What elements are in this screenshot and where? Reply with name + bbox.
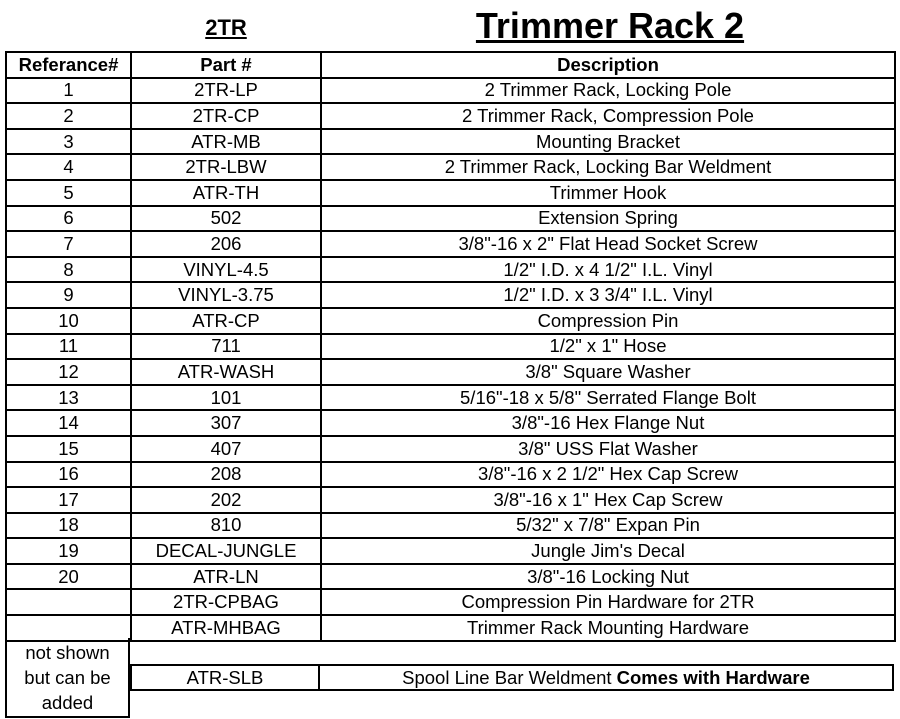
table-row — [7, 488, 896, 514]
description-cell: 1/2" I.D. x 4 1/2" I.L. Vinyl — [322, 258, 896, 284]
description-cell: 3/8" Square Washer — [322, 360, 896, 386]
table-row — [7, 360, 896, 386]
header-code: 2TR — [205, 15, 247, 40]
part-number-cell: VINYL-4.5 — [132, 258, 322, 284]
reference-cell: 6 — [7, 207, 132, 233]
table-row — [7, 565, 896, 591]
reference-cell: 13 — [7, 386, 132, 412]
optional-part-row — [130, 664, 894, 691]
part-number-cell: ATR-TH — [132, 181, 322, 207]
part-number-cell: VINYL-3.75 — [132, 283, 322, 309]
reference-cell: 8 — [7, 258, 132, 284]
optional-note-line: not shown — [25, 641, 110, 663]
description-cell: 3/8"-16 x 1" Hex Cap Screw — [322, 488, 896, 514]
optional-desc-bold: Comes with Hardware — [616, 666, 810, 688]
reference-cell: 17 — [7, 488, 132, 514]
part-number-cell: 810 — [132, 514, 322, 540]
reference-cell: 9 — [7, 283, 132, 309]
page-title: Trimmer Rack 2 — [475, 5, 745, 46]
description-cell: 3/8"-16 x 2 1/2" Hex Cap Screw — [322, 463, 896, 489]
optional-part-description — [320, 666, 894, 689]
part-number-cell: ATR-MHBAG — [132, 616, 322, 642]
part-number-cell: DECAL-JUNGLE — [132, 539, 322, 565]
description-cell: 1/2" I.D. x 3 3/4" I.L. Vinyl — [322, 283, 896, 309]
part-number-cell: 2TR-CPBAG — [132, 590, 322, 616]
table-row — [7, 309, 896, 335]
reference-cell: 15 — [7, 437, 132, 463]
description-cell: Jungle Jim's Decal — [322, 539, 896, 565]
optional-desc-text: Spool Line Bar Weldment — [402, 666, 612, 688]
table-row — [7, 283, 896, 309]
description-cell: Compression Pin Hardware for 2TR — [322, 590, 896, 616]
part-number-cell: ATR-LN — [132, 565, 322, 591]
reference-cell: 20 — [7, 565, 132, 591]
column-header-part: Part # — [132, 53, 322, 79]
table-row — [7, 207, 896, 233]
parts-table — [5, 51, 896, 642]
part-number-cell: ATR-CP — [132, 309, 322, 335]
part-number-cell: 206 — [132, 232, 322, 258]
description-cell: 5/16"-18 x 5/8" Serrated Flange Bolt — [322, 386, 896, 412]
optional-parts-block — [5, 638, 894, 718]
part-number-cell: 307 — [132, 411, 322, 437]
table-row — [7, 79, 896, 105]
reference-cell: 19 — [7, 539, 132, 565]
table-row — [7, 539, 896, 565]
table-row — [7, 232, 896, 258]
description-cell: 3/8"-16 Hex Flange Nut — [322, 411, 896, 437]
reference-cell: 3 — [7, 130, 132, 156]
table-row — [7, 386, 896, 412]
reference-cell: 10 — [7, 309, 132, 335]
optional-note-line: added — [41, 691, 94, 713]
description-cell: Mounting Bracket — [322, 130, 896, 156]
table-row — [7, 104, 896, 130]
table-row — [7, 463, 896, 489]
table-row — [7, 411, 896, 437]
reference-cell: 14 — [7, 411, 132, 437]
description-cell: 1/2" x 1" Hose — [322, 335, 896, 361]
part-number-cell: 502 — [132, 207, 322, 233]
part-number-cell: 407 — [132, 437, 322, 463]
table-row — [7, 155, 896, 181]
part-number-cell: ATR-WASH — [132, 360, 322, 386]
reference-cell: 12 — [7, 360, 132, 386]
description-cell: Extension Spring — [322, 207, 896, 233]
part-number-cell: ATR-MB — [132, 130, 322, 156]
part-number-cell: 2TR-CP — [132, 104, 322, 130]
description-cell: 5/32" x 7/8" Expan Pin — [322, 514, 896, 540]
reference-cell: 2 — [7, 104, 132, 130]
table-row — [7, 335, 896, 361]
description-cell: 3/8"-16 Locking Nut — [322, 565, 896, 591]
column-header-reference: Referance# — [7, 53, 132, 79]
table-header-row — [7, 53, 896, 79]
reference-cell: 16 — [7, 463, 132, 489]
reference-cell: 7 — [7, 232, 132, 258]
optional-note — [5, 638, 130, 718]
part-number-cell: 2TR-LP — [132, 79, 322, 105]
reference-cell: 4 — [7, 155, 132, 181]
description-cell: Compression Pin — [322, 309, 896, 335]
part-number-cell: 101 — [132, 386, 322, 412]
reference-cell: 18 — [7, 514, 132, 540]
part-number-cell: 711 — [132, 335, 322, 361]
column-header-description: Description — [322, 53, 896, 79]
reference-cell — [7, 590, 132, 616]
table-row — [7, 437, 896, 463]
part-number-cell: 202 — [132, 488, 322, 514]
optional-part-number: ATR-SLB — [130, 666, 320, 689]
reference-cell: 5 — [7, 181, 132, 207]
reference-cell: 1 — [7, 79, 132, 105]
description-cell: 2 Trimmer Rack, Locking Bar Weldment — [322, 155, 896, 181]
table-row — [7, 514, 896, 540]
optional-note-line: but can be — [24, 666, 111, 688]
table-row — [7, 181, 896, 207]
description-cell: Trimmer Hook — [322, 181, 896, 207]
description-cell: 2 Trimmer Rack, Locking Pole — [322, 79, 896, 105]
table-row — [7, 130, 896, 156]
description-cell: 2 Trimmer Rack, Compression Pole — [322, 104, 896, 130]
table-row — [7, 258, 896, 284]
table-row — [7, 590, 896, 616]
description-cell: Trimmer Rack Mounting Hardware — [322, 616, 896, 642]
part-number-cell: 2TR-LBW — [132, 155, 322, 181]
description-cell: 3/8"-16 x 2" Flat Head Socket Screw — [322, 232, 896, 258]
description-cell: 3/8" USS Flat Washer — [322, 437, 896, 463]
reference-cell: 11 — [7, 335, 132, 361]
part-number-cell: 208 — [132, 463, 322, 489]
